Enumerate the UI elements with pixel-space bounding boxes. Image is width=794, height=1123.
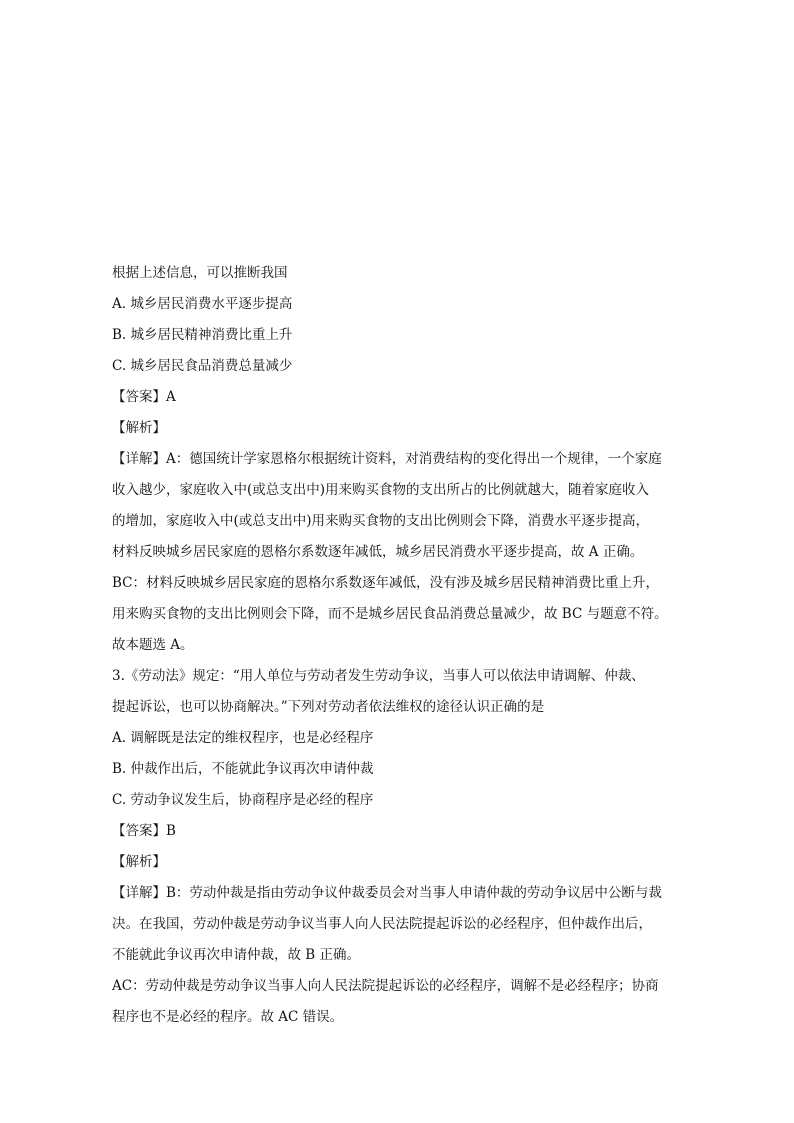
explanation-line: 材料反映城乡居民家庭的恩格尔系数逐年减低，城乡居民消费水平逐步提高，故 A 正确。: [112, 544, 644, 560]
explanation-line: AC：劳动仲裁是劳动争议当事人向人民法院提起诉讼的必经程序，调解不是必经程序；协商: [112, 978, 659, 994]
document-body: [112, 258, 682, 1033]
question-stem-intro: 根据上述信息，可以推断我国: [112, 265, 288, 281]
explanation-line: 收入越少，家庭收入中(或总支出中)用来购买食物的支出所占的比例就越大，随着家庭收入: [112, 482, 650, 498]
question-3-stem: 3.《劳动法》规定：“用人单位与劳动者发生劳动争议，当事人可以依法申请调解、仲裁、: [112, 668, 645, 684]
explanation-line: 【详解】B：劳动仲裁是指由劳动争议仲裁委员会对当事人申请仲裁的劳动争议居中公断与裁: [112, 885, 662, 901]
question-3-stem: 提起诉讼，也可以协商解决。”下列对劳动者依法维权的途径认识正确的是: [112, 699, 545, 715]
answer-label: 【答案】B: [112, 823, 176, 839]
explanation-line: 用来购买食物的支出比例则会下降，而不是城乡居民食品消费总量减少，故 BC 与题意不符。: [112, 606, 668, 622]
explanation-line: 不能就此争议再次申请仲裁，故 B 正确。: [112, 947, 361, 963]
explanation-line: 程序也不是必经的程序。故 AC 错误。: [112, 1009, 344, 1025]
option-b: B. 城乡居民精神消费比重上升: [112, 327, 293, 343]
explanation-line: 【详解】A：德国统计学家恩格尔根据统计资料，对消费结构的变化得出一个规律，一个家庭: [112, 451, 662, 467]
option-c: C. 劳动争议发生后，协商程序是必经的程序: [112, 792, 374, 808]
option-a: A. 城乡居民消费水平逐步提高: [112, 296, 293, 312]
explanation-line: 决。在我国，劳动仲裁是劳动争议当事人向人民法院提起诉讼的必经程序，但仲裁作出后，: [112, 916, 652, 932]
analysis-label: 【解析】: [112, 854, 166, 870]
analysis-label: 【解析】: [112, 420, 166, 436]
conclusion-line: 故本题选 A。: [112, 637, 194, 653]
explanation-line: 的增加，家庭收入中(或总支出中)用来购买食物的支出比例则会下降，消费水平逐步提高，: [112, 513, 650, 529]
answer-label: 【答案】A: [112, 389, 176, 405]
option-b: B. 仲裁作出后，不能就此争议再次申请仲裁: [112, 761, 374, 777]
explanation-line: BC：材料反映城乡居民家庭的恩格尔系数逐年减低，没有涉及城乡居民精神消费比重上升，: [112, 575, 659, 591]
option-c: C. 城乡居民食品消费总量减少: [112, 358, 293, 374]
option-a: A. 调解既是法定的维权程序，也是必经程序: [112, 730, 374, 746]
